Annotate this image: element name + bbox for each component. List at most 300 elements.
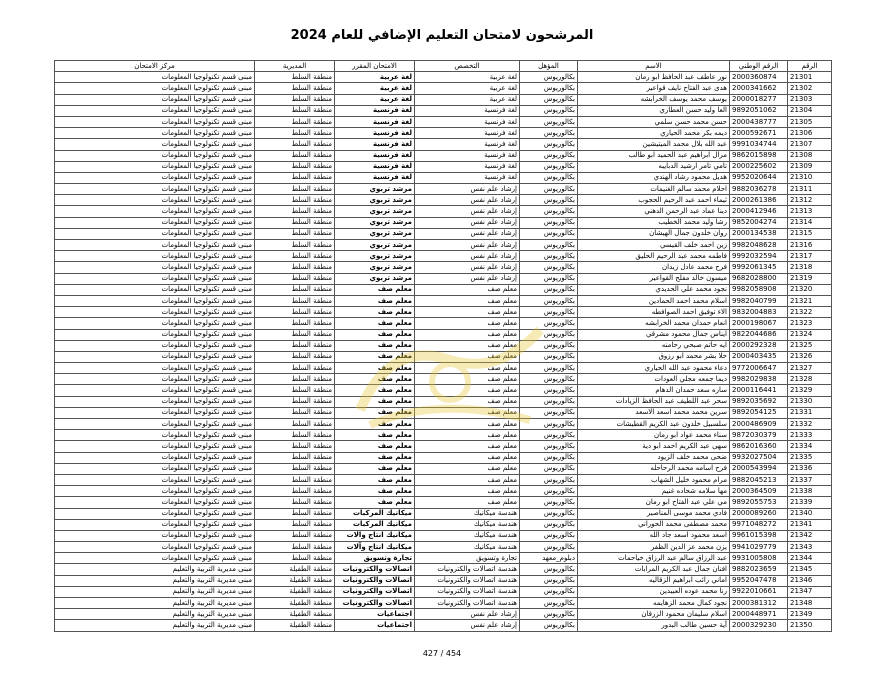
cell-national-id: 9941029779 — [730, 542, 788, 553]
cell-qualification: بكالوريوس — [520, 508, 578, 519]
cell-national-id: 9832004883 — [730, 307, 788, 318]
cell-specialty: إرشاد علم نفس — [415, 217, 520, 228]
cell-national-id: 9992032594 — [730, 251, 788, 262]
cell-specialty: لغة فرنسية — [415, 150, 520, 161]
cell-directorate: منطقة السلط — [255, 441, 335, 452]
cell-exam: معلم صف — [335, 351, 415, 362]
cell-name: الاء توفيق احمد الصوافطه — [578, 307, 730, 318]
cell-national-id: 9982058908 — [730, 284, 788, 295]
cell-num: 21329 — [788, 385, 832, 396]
cell-center: مبنى مديرية التربية والتعليم — [55, 598, 255, 609]
cell-specialty: معلم صف — [415, 385, 520, 396]
cell-national-id: 9992061345 — [730, 262, 788, 273]
table-row — [55, 575, 832, 586]
cell-qualification: بكالوريوس — [520, 228, 578, 239]
table-row — [55, 385, 832, 396]
cell-directorate: منطقة السلط — [255, 553, 335, 564]
cell-specialty: معلم صف — [415, 284, 520, 295]
table-header-row — [55, 61, 832, 72]
cell-national-id: 2000261386 — [730, 195, 788, 206]
cell-num: 21332 — [788, 419, 832, 430]
cell-qualification: بكالوريوس — [520, 474, 578, 485]
candidates-table-container — [54, 60, 831, 632]
cell-directorate: منطقة السلط — [255, 519, 335, 530]
cell-center: مبنى قسم تكنولوجيا المعلومات — [55, 486, 255, 497]
cell-national-id: 9862016360 — [730, 441, 788, 452]
cell-directorate: منطقة السلط — [255, 251, 335, 262]
cell-national-id: 9932027504 — [730, 452, 788, 463]
cell-num: 21323 — [788, 318, 832, 329]
header-name: الاسم — [578, 61, 730, 72]
cell-qualification: بكالوريوس — [520, 195, 578, 206]
cell-national-id: 9872030379 — [730, 430, 788, 441]
cell-specialty: معلم صف — [415, 486, 520, 497]
cell-specialty: لغة عربية — [415, 72, 520, 83]
cell-specialty: إرشاد علم نفس — [415, 206, 520, 217]
cell-exam: اتصالات والكترونيات — [335, 564, 415, 575]
header-qualification: المؤهل — [520, 61, 578, 72]
cell-exam: لغة عربية — [335, 94, 415, 105]
cell-specialty: هندسة ميكانيك — [415, 519, 520, 530]
cell-exam: لغة فرنسية — [335, 161, 415, 172]
cell-qualification: بكالوريوس — [520, 441, 578, 452]
cell-num: 21340 — [788, 508, 832, 519]
cell-name: سناء محمد عواد ابو رمان — [578, 430, 730, 441]
cell-num: 21342 — [788, 530, 832, 541]
cell-exam: ميكانيك المركبات — [335, 519, 415, 530]
table-row — [55, 139, 832, 150]
cell-directorate: منطقة الطفيلة — [255, 575, 335, 586]
cell-directorate: منطقة السلط — [255, 116, 335, 127]
cell-national-id: 9882023659 — [730, 564, 788, 575]
cell-name: مها سلامه شحاده غنيم — [578, 486, 730, 497]
table-row — [55, 407, 832, 418]
cell-center: مبنى قسم تكنولوجيا المعلومات — [55, 363, 255, 374]
cell-exam: معلم صف — [335, 463, 415, 474]
cell-num: 21339 — [788, 497, 832, 508]
table-row — [55, 564, 832, 575]
cell-directorate: منطقة الطفيلة — [255, 598, 335, 609]
cell-directorate: منطقة السلط — [255, 240, 335, 251]
cell-qualification: بكالوريوس — [520, 72, 578, 83]
cell-num: 21316 — [788, 240, 832, 251]
cell-directorate: منطقة الطفيلة — [255, 620, 335, 631]
cell-exam: معلم صف — [335, 307, 415, 318]
cell-qualification: دبلوم_معهد — [520, 553, 578, 564]
candidates-table — [54, 60, 832, 632]
cell-num: 21327 — [788, 363, 832, 374]
cell-name: افنان جمال عبد الكريم المرابات — [578, 564, 730, 575]
cell-directorate: منطقة السلط — [255, 172, 335, 183]
table-row — [55, 598, 832, 609]
cell-center: مبنى مديرية التربية والتعليم — [55, 609, 255, 620]
cell-num: 21313 — [788, 206, 832, 217]
cell-national-id: 2000486909 — [730, 419, 788, 430]
cell-exam: معلم صف — [335, 363, 415, 374]
table-row — [55, 486, 832, 497]
cell-name: العا وليد حسن العطاري — [578, 105, 730, 116]
cell-qualification: بكالوريوس — [520, 463, 578, 474]
cell-center: مبنى قسم تكنولوجيا المعلومات — [55, 329, 255, 340]
cell-name: يزن محمد عز الدين الظفر — [578, 542, 730, 553]
table-row — [55, 497, 832, 508]
table-row — [55, 161, 832, 172]
table-row — [55, 295, 832, 306]
cell-directorate: منطقة السلط — [255, 407, 335, 418]
cell-name: مرال ابراهيم عبد الحميد ابو طالب — [578, 150, 730, 161]
cell-num: 21328 — [788, 374, 832, 385]
cell-name: سرين محمد محمد اسعد الاسعد — [578, 407, 730, 418]
cell-num: 21321 — [788, 295, 832, 306]
cell-exam: معلم صف — [335, 295, 415, 306]
cell-name: ايه حاتم صبحي رحامنه — [578, 340, 730, 351]
cell-directorate: منطقة السلط — [255, 150, 335, 161]
table-row — [55, 463, 832, 474]
cell-qualification: بكالوريوس — [520, 83, 578, 94]
cell-center: مبنى قسم تكنولوجيا المعلومات — [55, 396, 255, 407]
cell-exam: لغة فرنسية — [335, 150, 415, 161]
cell-specialty: هندسة اتصالات والكترونيات — [415, 564, 520, 575]
cell-directorate: منطقة السلط — [255, 374, 335, 385]
cell-name: سلسبيل خلدون عبد الكريم القطيشات — [578, 419, 730, 430]
table-row — [55, 273, 832, 284]
cell-directorate: منطقة السلط — [255, 396, 335, 407]
cell-exam: مرشد تربوي — [335, 195, 415, 206]
cell-national-id: 2000448971 — [730, 609, 788, 620]
cell-directorate: منطقة السلط — [255, 83, 335, 94]
cell-num: 21343 — [788, 542, 832, 553]
cell-exam: ميكانيك انتاج وآلات — [335, 542, 415, 553]
page-title: المرشحون لامتحان التعليم الإضافي للعام 2024 — [290, 28, 594, 43]
cell-name: اماني رائب ابراهيم الزقاليه — [578, 575, 730, 586]
cell-qualification: بكالوريوس — [520, 128, 578, 139]
cell-exam: تجارة وتسويق — [335, 553, 415, 564]
cell-num: 21306 — [788, 128, 832, 139]
cell-directorate: منطقة السلط — [255, 351, 335, 362]
cell-center: مبنى قسم تكنولوجيا المعلومات — [55, 150, 255, 161]
cell-directorate: منطقة السلط — [255, 419, 335, 430]
cell-specialty: معلم صف — [415, 419, 520, 430]
cell-directorate: منطقة السلط — [255, 228, 335, 239]
cell-num: 21326 — [788, 351, 832, 362]
cell-exam: مرشد تربوي — [335, 262, 415, 273]
cell-specialty: معلم صف — [415, 452, 520, 463]
table-row — [55, 363, 832, 374]
cell-qualification: بكالوريوس — [520, 374, 578, 385]
cell-name: حلا بشر محمد ابو رزوق — [578, 351, 730, 362]
cell-directorate: منطقة السلط — [255, 385, 335, 396]
cell-directorate: منطقة السلط — [255, 206, 335, 217]
table-row — [55, 128, 832, 139]
cell-national-id: 9922010661 — [730, 586, 788, 597]
cell-center: مبنى مديرية التربية والتعليم — [55, 575, 255, 586]
cell-specialty: معلم صف — [415, 441, 520, 452]
cell-num: 21341 — [788, 519, 832, 530]
cell-national-id: 9882045213 — [730, 474, 788, 485]
cell-num: 21348 — [788, 598, 832, 609]
cell-qualification: بكالوريوس — [520, 295, 578, 306]
cell-national-id: 9892051062 — [730, 105, 788, 116]
cell-directorate: منطقة السلط — [255, 508, 335, 519]
cell-num: 21310 — [788, 172, 832, 183]
table-row — [55, 105, 832, 116]
cell-qualification: بكالوريوس — [520, 251, 578, 262]
cell-exam: معلم صف — [335, 340, 415, 351]
cell-center: مبنى قسم تكنولوجيا المعلومات — [55, 116, 255, 127]
cell-num: 21337 — [788, 474, 832, 485]
cell-name: فاطمه محمد عبد الرحيم الحليق — [578, 251, 730, 262]
cell-name: دعاء محمود عبد الله الحياري — [578, 363, 730, 374]
cell-center: مبنى قسم تكنولوجيا المعلومات — [55, 441, 255, 452]
cell-name: يوسف محمد يوسف الخرابشه — [578, 94, 730, 105]
cell-directorate: منطقة الطفيلة — [255, 564, 335, 575]
cell-specialty: لغة عربية — [415, 94, 520, 105]
cell-directorate: منطقة السلط — [255, 486, 335, 497]
cell-center: مبنى قسم تكنولوجيا المعلومات — [55, 307, 255, 318]
cell-name: انعام حمدان محمد الخرابشه — [578, 318, 730, 329]
cell-specialty: إرشاد علم نفس — [415, 195, 520, 206]
cell-qualification: بكالوريوس — [520, 172, 578, 183]
cell-national-id: 2000116441 — [730, 385, 788, 396]
table-row — [55, 184, 832, 195]
cell-national-id: 2000438777 — [730, 116, 788, 127]
cell-directorate: منطقة السلط — [255, 363, 335, 374]
header-num: الرقم — [788, 61, 832, 72]
cell-exam: اتصالات والكترونيات — [335, 586, 415, 597]
cell-national-id: 9952020644 — [730, 172, 788, 183]
cell-specialty: لغة فرنسية — [415, 172, 520, 183]
cell-specialty: لغة عربية — [415, 83, 520, 94]
cell-name: محمد مصطفى محمد الحوراني — [578, 519, 730, 530]
cell-exam: معلم صف — [335, 396, 415, 407]
cell-qualification: بكالوريوس — [520, 161, 578, 172]
cell-directorate: منطقة السلط — [255, 72, 335, 83]
cell-num: 21336 — [788, 463, 832, 474]
cell-specialty: هندسة اتصالات والكترونيات — [415, 598, 520, 609]
cell-center: مبنى قسم تكنولوجيا المعلومات — [55, 262, 255, 273]
cell-num: 21315 — [788, 228, 832, 239]
cell-national-id: 2000329230 — [730, 620, 788, 631]
cell-center: مبنى قسم تكنولوجيا المعلومات — [55, 195, 255, 206]
cell-specialty: إرشاد علم نفس — [415, 609, 520, 620]
cell-exam: لغة عربية — [335, 72, 415, 83]
cell-center: مبنى قسم تكنولوجيا المعلومات — [55, 172, 255, 183]
cell-exam: مرشد تربوي — [335, 184, 415, 195]
cell-exam: ميكانيك المركبات — [335, 508, 415, 519]
cell-num: 21331 — [788, 407, 832, 418]
cell-center: مبنى قسم تكنولوجيا المعلومات — [55, 530, 255, 541]
cell-national-id: 2000364509 — [730, 486, 788, 497]
cell-exam: معلم صف — [335, 452, 415, 463]
cell-name: ديمه بكر محمد الحياري — [578, 128, 730, 139]
table-row — [55, 530, 832, 541]
table-row — [55, 195, 832, 206]
cell-directorate: منطقة السلط — [255, 474, 335, 485]
cell-directorate: منطقة السلط — [255, 217, 335, 228]
table-row — [55, 150, 832, 161]
cell-national-id: 9952047478 — [730, 575, 788, 586]
cell-national-id: 9931005808 — [730, 553, 788, 564]
cell-national-id: 9772006647 — [730, 363, 788, 374]
cell-national-id: 2000089260 — [730, 508, 788, 519]
cell-directorate: منطقة السلط — [255, 105, 335, 116]
cell-qualification: بكالوريوس — [520, 620, 578, 631]
cell-center: مبنى قسم تكنولوجيا المعلومات — [55, 94, 255, 105]
cell-qualification: بكالوريوس — [520, 519, 578, 530]
cell-center: مبنى قسم تكنولوجيا المعلومات — [55, 228, 255, 239]
cell-specialty: إرشاد علم نفس — [415, 620, 520, 631]
cell-qualification: بكالوريوس — [520, 284, 578, 295]
cell-specialty: لغة فرنسية — [415, 128, 520, 139]
table-row — [55, 94, 832, 105]
cell-name: نور عاطف عبد الحافظ ابو رمان — [578, 72, 730, 83]
cell-num: 21303 — [788, 94, 832, 105]
cell-name: مي علي عبد الفتاح ابو رمان — [578, 497, 730, 508]
table-row — [55, 72, 832, 83]
cell-num: 21345 — [788, 564, 832, 575]
cell-directorate: منطقة السلط — [255, 195, 335, 206]
cell-specialty: تجارة وتسويق — [415, 553, 520, 564]
table-row — [55, 519, 832, 530]
cell-exam: اتصالات والكترونيات — [335, 575, 415, 586]
cell-exam: اجتماعيات — [335, 609, 415, 620]
cell-exam: معلم صف — [335, 441, 415, 452]
cell-qualification: بكالوريوس — [520, 139, 578, 150]
cell-num: 21302 — [788, 83, 832, 94]
table-row — [55, 452, 832, 463]
cell-directorate: منطقة السلط — [255, 497, 335, 508]
cell-exam: لغة عربية — [335, 83, 415, 94]
cell-specialty: معلم صف — [415, 396, 520, 407]
cell-specialty: معلم صف — [415, 497, 520, 508]
cell-center: مبنى قسم تكنولوجيا المعلومات — [55, 83, 255, 94]
cell-num: 21320 — [788, 284, 832, 295]
cell-name: اسلام سليمان محمود الزرقان — [578, 609, 730, 620]
cell-exam: معلم صف — [335, 419, 415, 430]
cell-national-id: 2000341662 — [730, 83, 788, 94]
cell-specialty: معلم صف — [415, 430, 520, 441]
cell-national-id: 9892035692 — [730, 396, 788, 407]
cell-national-id: 2000543994 — [730, 463, 788, 474]
cell-qualification: بكالوريوس — [520, 340, 578, 351]
cell-num: 21307 — [788, 139, 832, 150]
cell-qualification: بكالوريوس — [520, 105, 578, 116]
cell-center: مبنى قسم تكنولوجيا المعلومات — [55, 251, 255, 262]
cell-national-id: 9892054125 — [730, 407, 788, 418]
table-row — [55, 508, 832, 519]
table-row — [55, 172, 832, 183]
page-number: 427 / 454 — [422, 649, 462, 658]
cell-name: مرام محمود خليل الشهاب — [578, 474, 730, 485]
cell-exam: لغة فرنسية — [335, 172, 415, 183]
cell-center: مبنى قسم تكنولوجيا المعلومات — [55, 542, 255, 553]
cell-specialty: لغة فرنسية — [415, 116, 520, 127]
cell-name: نجود كمال محمد الزهايمه — [578, 598, 730, 609]
cell-center: مبنى قسم تكنولوجيا المعلومات — [55, 284, 255, 295]
cell-exam: معلم صف — [335, 329, 415, 340]
cell-specialty: هندسة اتصالات والكترونيات — [415, 575, 520, 586]
table-row — [55, 586, 832, 597]
cell-center: مبنى قسم تكنولوجيا المعلومات — [55, 419, 255, 430]
cell-specialty: لغة فرنسية — [415, 161, 520, 172]
cell-specialty: معلم صف — [415, 474, 520, 485]
cell-national-id: 2000412946 — [730, 206, 788, 217]
table-body — [55, 72, 832, 631]
cell-center: مبنى قسم تكنولوجيا المعلومات — [55, 128, 255, 139]
cell-name: سهى عبد الكريم احمد ابو دية — [578, 441, 730, 452]
cell-specialty: معلم صف — [415, 463, 520, 474]
cell-directorate: منطقة السلط — [255, 530, 335, 541]
table-row — [55, 553, 832, 564]
cell-center: مبنى قسم تكنولوجيا المعلومات — [55, 206, 255, 217]
cell-name: رنا محمد عوده العبيدين — [578, 586, 730, 597]
cell-num: 21344 — [788, 553, 832, 564]
cell-num: 21325 — [788, 340, 832, 351]
cell-national-id: 9961015398 — [730, 530, 788, 541]
cell-center: مبنى قسم تكنولوجيا المعلومات — [55, 351, 255, 362]
cell-specialty: إرشاد علم نفس — [415, 273, 520, 284]
cell-directorate: منطقة السلط — [255, 307, 335, 318]
cell-name: فرح اسامه محمد الرحاحله — [578, 463, 730, 474]
cell-specialty: هندسة ميكانيك — [415, 508, 520, 519]
cell-name: عبد الرزاق سالم عبد الرزاق خياحمات — [578, 553, 730, 564]
cell-num: 21308 — [788, 150, 832, 161]
table-row — [55, 329, 832, 340]
cell-qualification: بكالوريوس — [520, 575, 578, 586]
cell-national-id: 9822044686 — [730, 329, 788, 340]
cell-qualification: بكالوريوس — [520, 396, 578, 407]
cell-center: مبنى قسم تكنولوجيا المعلومات — [55, 184, 255, 195]
cell-num: 21309 — [788, 161, 832, 172]
cell-center: مبنى قسم تكنولوجيا المعلومات — [55, 463, 255, 474]
cell-center: مبنى قسم تكنولوجيا المعلومات — [55, 139, 255, 150]
cell-qualification: بكالوريوس — [520, 94, 578, 105]
cell-directorate: منطقة السلط — [255, 262, 335, 273]
table-row — [55, 441, 832, 452]
cell-num: 21322 — [788, 307, 832, 318]
cell-name: ديما جمعه مجلي العودات — [578, 374, 730, 385]
cell-center: مبنى قسم تكنولوجيا المعلومات — [55, 340, 255, 351]
cell-qualification: بكالوريوس — [520, 407, 578, 418]
cell-specialty: معلم صف — [415, 363, 520, 374]
cell-qualification: بكالوريوس — [520, 150, 578, 161]
cell-name: عبد الله بلال محمد الميتيشين — [578, 139, 730, 150]
cell-qualification: بكالوريوس — [520, 419, 578, 430]
table-row — [55, 351, 832, 362]
cell-directorate: منطقة السلط — [255, 329, 335, 340]
cell-exam: ميكانيك انتاج وآلات — [335, 530, 415, 541]
cell-specialty: معلم صف — [415, 329, 520, 340]
cell-national-id: 2000381312 — [730, 598, 788, 609]
cell-center: مبنى قسم تكنولوجيا المعلومات — [55, 72, 255, 83]
cell-name: روان خلدون جمال الهيشان — [578, 228, 730, 239]
cell-specialty: معلم صف — [415, 295, 520, 306]
cell-exam: معلم صف — [335, 474, 415, 485]
cell-center: مبنى قسم تكنولوجيا المعلومات — [55, 374, 255, 385]
cell-num: 21317 — [788, 251, 832, 262]
cell-qualification: بكالوريوس — [520, 542, 578, 553]
table-row — [55, 83, 832, 94]
cell-exam: معلم صف — [335, 407, 415, 418]
header-exam: الامتحان المقرر — [335, 61, 415, 72]
cell-exam: معلم صف — [335, 385, 415, 396]
cell-national-id: 9971048272 — [730, 519, 788, 530]
table-row — [55, 396, 832, 407]
cell-qualification: بكالوريوس — [520, 586, 578, 597]
cell-center: مبنى مديرية التربية والتعليم — [55, 586, 255, 597]
cell-national-id: 9982029838 — [730, 374, 788, 385]
cell-num: 21314 — [788, 217, 832, 228]
